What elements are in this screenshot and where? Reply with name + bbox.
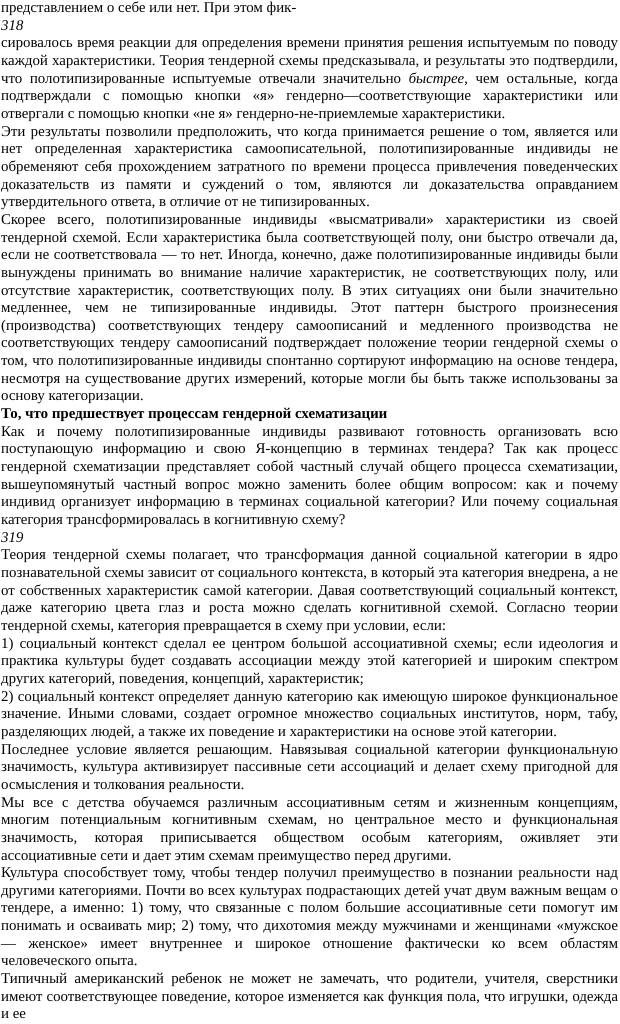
- paragraph-american-child: Типичный американский ребенок не может не замечать, что родители, учителя, сверстники имеют соответствующее поведение, которое изменяется как функция пола, что игрушки, одежда и ее: [1, 971, 618, 1023]
- paragraph-learning: Мы все с детства обучаемся различным ассоциативным сетям и жизненным концепциям, многим потенциальным когнитивным схемам, но центральное место и функциональная значимость, которая приписывается обществом особым категориям, оживляет эти ассоциативные сети и дает этим схемам преимущество перед другими.: [1, 794, 618, 864]
- paragraph-condition-2: 2) социальный контекст определяет данную категорию как имеющую широкое функциональное значение. Иными словами, создает огромное множество социальных институтов, норм, табу, разделяющих людей, а также их поведение и характеристики на основе этой категории.: [1, 688, 618, 740]
- paragraph-decisive-condition: Последнее условие является решающим. Навязывая социальной категории функциональную значимость, культура активизирует пассивные сети ассоциаций и делает схему пригодной для осмысления и толкования реальности.: [1, 741, 618, 793]
- paragraph-condition-1: 1) социальный контекст сделал ее центром большой ассоциативной схемы; если идеология и практика культуры будет создавать ассоциации между этой категорией и широким спектром других категорий, поведения, концепций, характеристик;: [1, 635, 618, 687]
- paragraph-continuation: представлением о себе или нет. При этом фик-: [1, 0, 297, 16]
- paragraph-reaction-time: [1, 35, 618, 123]
- page-number-319: 319: [1, 529, 24, 546]
- paragraph-culture: Культура способствует тому, чтобы тендер получил преимущество в познании реальности над другими категориями. Почти во всех культурах подрастающих детей учат двум важным вещам о тендере, а именно: 1) тому, что связанные с полом большие ассоциативные сети помогут им понимать и осваивать мир; 2) тому, что дихотомия между мужчинами и женщинами «мужское — женское» имеет внутреннее и широкое отношение фактически ко всем областям человеческого опыта.: [1, 865, 618, 970]
- paragraph-theory: Теория тендерной схемы полагает, что трансформация данной социальной категории в ядро познавательной схемы зависит от социального контекста, в который эта категория внедрена, а не от собственных характеристик самой категории. Давая соответствующий социальный контекст, даже категорию цвета глаз и роста можно сделать когнитивной схемой. Согласно теории тендерной схемы, категория превращается в схему при условии, если:: [1, 547, 618, 634]
- paragraph-results: Эти результаты позволили предположить, что когда принимается решение о том, является или нет определенная характеристика самоописательной, полотипизированные индивиды не обременяют себя прохождением затратного по времени процесса привлечения поведенческих доказательств из памяти и суждений о том, являются ли доказательства оправданием утвердительного ответа, в отличие от не типизированных.: [1, 123, 618, 211]
- section-heading: То, что предшествует процессам гендерной схематизации: [1, 406, 388, 423]
- paragraph-schema-scanning: Скорее всего, полотипизированные индивиды «высматривали» характеристики из своей тендерной схемой. Если характеристика была соответствующей полу, они быстро отвечали да, если не соответствовала — то нет. Иногда, конечно, даже полотипизированные индивиды были вынуждены принимать во внимание наличие характеристик, не соответствующих полу, или отсутствие характеристик, соответствующих полу. В этих ситуациях они были значительно медленнее, чем не типизированные индивиды. Этот паттерн быстрого произнесения (производства) соответствующих тендеру самоописаний и медленного производства не соответствующих тендеру самоописаний подтверждает положение теории гендерной схемы о том, что полотипизированные индивиды спонтанно сортируют информацию на основе тендера, несмотря на существование других измерений, которые могли бы быть также использованы за основу категоризации.: [1, 211, 618, 405]
- text-run: сировалось время реакции для определения времени принятия решения испытуемым по поводу каждой характеристики. Теория тендерной схемы предсказывала, и результаты это подтвердили, что полотипизированные испытуемые отвечали значительно: [1, 35, 618, 87]
- text-run: чем остальные, когда подтверждали с помощью кнопки «я» гендерно—соответствующие характеристики или отвергали с помощью кнопки «не я» гендерно-не-приемлемые характеристики.: [1, 70, 618, 122]
- paragraph-questions: Как и почему полотипизированные индивиды развивают готовность организовать всю поступающую информацию и свою Я-концепцию в терминах тендера? Так как процесс гендерной схематизации представляет собой частный случай общего процесса схематизации, вышеупомянутый частный вопрос можно заменить более общим вопросом: как и почему индивид организует информацию в терминах социальной категории? Или почему социальная категория трансформировалась в когнитивную схему?: [1, 423, 618, 529]
- page-number-318: 318: [1, 17, 24, 34]
- emphasis-text: быстрее,: [408, 70, 468, 87]
